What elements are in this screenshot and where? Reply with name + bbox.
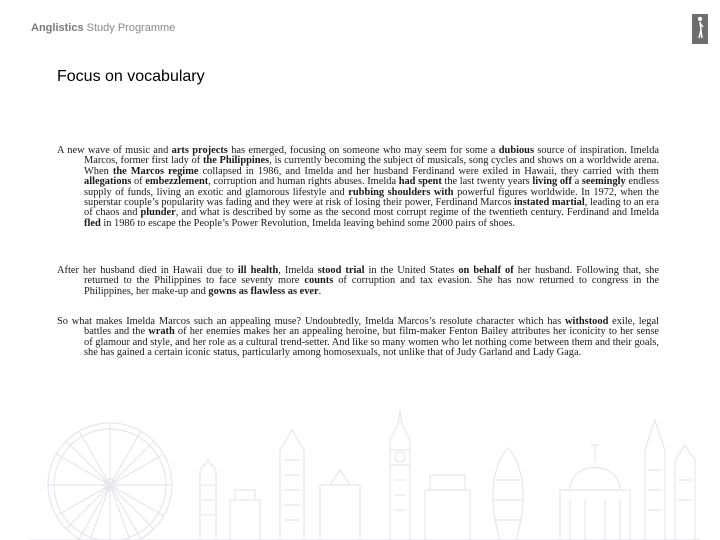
paragraph-text: of <box>131 176 146 188</box>
vocabulary-term: on behalf of <box>458 265 514 276</box>
paragraph-text: , and what is described by some as the second most corrupt regime of the twentieth century. Ferdinand and Imelda <box>175 207 660 219</box>
paragraph-text: After her husband died in Hawaii due to <box>57 265 238 276</box>
vocabulary-term: the Marcos regime <box>112 165 199 177</box>
paragraph-text: the last twenty years <box>441 176 533 188</box>
vocabulary-term: allegations <box>84 176 132 188</box>
vocabulary-term: instated martial <box>514 197 585 209</box>
paragraph-text: So what makes Imelda Marcos such an appealing muse? Undoubtedly, Imelda Marcos’s resolute character which has <box>57 316 566 327</box>
paragraph-text: of her enemies makes her an appealing heroine, but film-maker Fenton Bailey attributes her iconicity to her sense of glamour and style, and her role as a cultural trend-setter. And like so many women who let nothing come between them and their goals, she has gained a certain iconic status, particularly among homosexuals, not unlike that of Judy Garland and Lady Gaga. <box>84 326 659 359</box>
vocabulary-term: had spent <box>398 176 442 188</box>
paragraph-text: in 1986 to escape the People’s Power Revolution, Imelda leaving behind some 2000 pairs of shoes. <box>100 217 516 229</box>
vocabulary-term: ill health <box>237 265 279 276</box>
vocabulary-term: stood trial <box>317 265 365 276</box>
paragraph-text: endless supply of funds, living an exotic and glamorous lifestyle and <box>84 176 659 198</box>
paragraph-text: her husband. Following that, she returned to the Philippines to face seventy more <box>84 265 659 287</box>
paragraph-text: , Imelda <box>278 265 318 276</box>
paragraph-2 <box>57 266 659 297</box>
vocabulary-term: wrath <box>148 326 175 338</box>
programme-brand: Anglistics <box>31 22 84 34</box>
paragraph-text: source of inspiration. Imelda Marcos, former first lady of <box>84 145 659 167</box>
vocabulary-term: the Philippines <box>202 155 270 167</box>
vocabulary-term: rubbing shoulders with <box>348 186 454 198</box>
paragraph-text: has emerged, focusing on someone who may seem for some a <box>227 145 499 156</box>
figure-icon <box>692 14 708 44</box>
vocabulary-term: seemingly <box>581 176 626 188</box>
london-skyline-watermark <box>30 390 700 540</box>
programme-header <box>31 22 175 34</box>
vocabulary-term: living off <box>532 176 572 188</box>
paragraph-text: . <box>318 285 322 297</box>
paragraph-text: exile, legal battles and the <box>84 316 659 338</box>
vocabulary-term: arts projects <box>171 145 228 156</box>
paragraph-text: , leading to an era of chaos and <box>84 197 659 219</box>
vocabulary-term: embezzlement <box>145 176 209 188</box>
paragraph-text: in the United States <box>364 265 459 276</box>
paragraph-3 <box>57 317 659 359</box>
vocabulary-term: plunder <box>140 207 176 219</box>
programme-name: Study Programme <box>86 22 176 34</box>
paragraph-1 <box>57 146 659 229</box>
vocabulary-term: counts <box>304 275 334 287</box>
paragraph-text: , corruption and human rights abuses. Imelda <box>208 176 399 188</box>
paragraph-text: collapsed in 1986, and Imelda and her husband Ferdinand were exiled in Hawaii, they carried with them <box>198 165 659 177</box>
vocabulary-term: withstood <box>565 316 609 327</box>
paragraph-text: a <box>571 176 582 188</box>
paragraph-text: , is currently becoming the subject of musicals, song cycles and shows on a worldwide arena. When <box>84 155 659 177</box>
paragraph-text: powerful figures worldwide. In 1972, when the superstar couple’s popularity was fading and they were at risk of losing their power, Ferdinand Marcos <box>84 186 659 209</box>
paragraph-text: of corruption and tax evasion. She has now returned to congress in the Philippines, her make-up and <box>84 275 660 297</box>
page-title: Focus on vocabulary <box>57 68 205 85</box>
paragraph-text: A new wave of music and <box>57 145 172 156</box>
vocabulary-term: dubious <box>498 145 535 156</box>
vocabulary-term: gowns as flawless as ever <box>208 285 319 297</box>
vocabulary-term: fled <box>84 217 101 229</box>
